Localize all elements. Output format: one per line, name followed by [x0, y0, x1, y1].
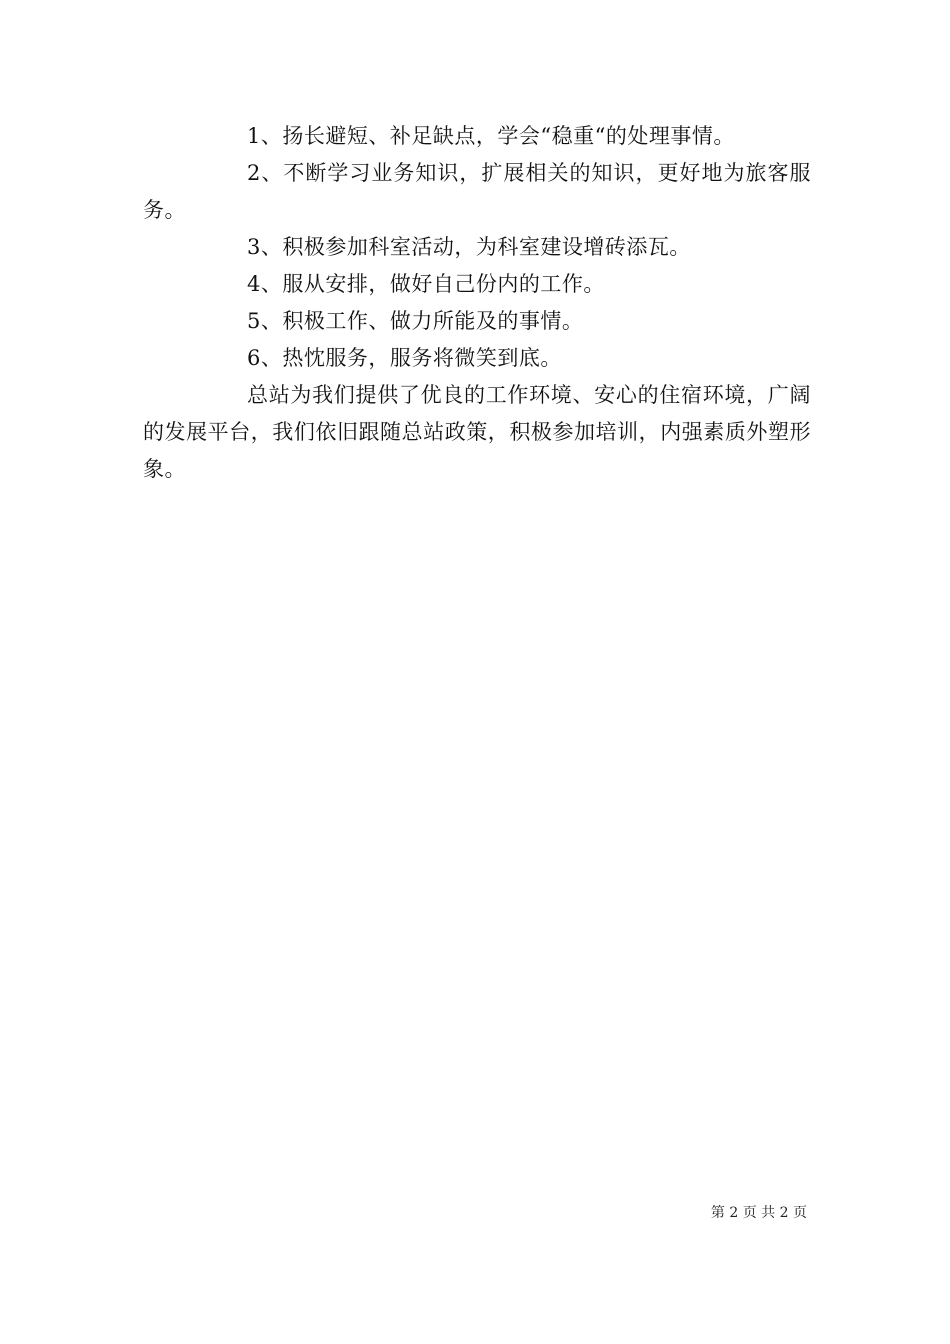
- page-number-footer: 第 2 页 共 2 页: [710, 1205, 807, 1221]
- list-item-5: 5、积极工作、做力所能及的事情。: [247, 309, 584, 333]
- list-item-3: 3、积极参加科室活动，为科室建设增砖添瓦。: [247, 235, 691, 259]
- list-item-1: 1、扬长避短、补足缺点，学会“稳重“的处理事情。: [247, 124, 735, 148]
- document-body: [143, 118, 811, 488]
- closing-paragraph: 总站为我们提供了优良的工作环境、安心的住宿环境，广阔的发展平台，我们依旧跟随总站政策，积极参加培训，内强素质外塑形象。: [143, 383, 811, 481]
- list-item-6: 6、热忱服务，服务将微笑到底。: [247, 346, 562, 370]
- list-item-4: 4、服从安排，做好自己份内的工作。: [247, 272, 605, 296]
- list-item-2: 2、不断学习业务知识，扩展相关的知识，更好地为旅客服务。: [143, 161, 811, 222]
